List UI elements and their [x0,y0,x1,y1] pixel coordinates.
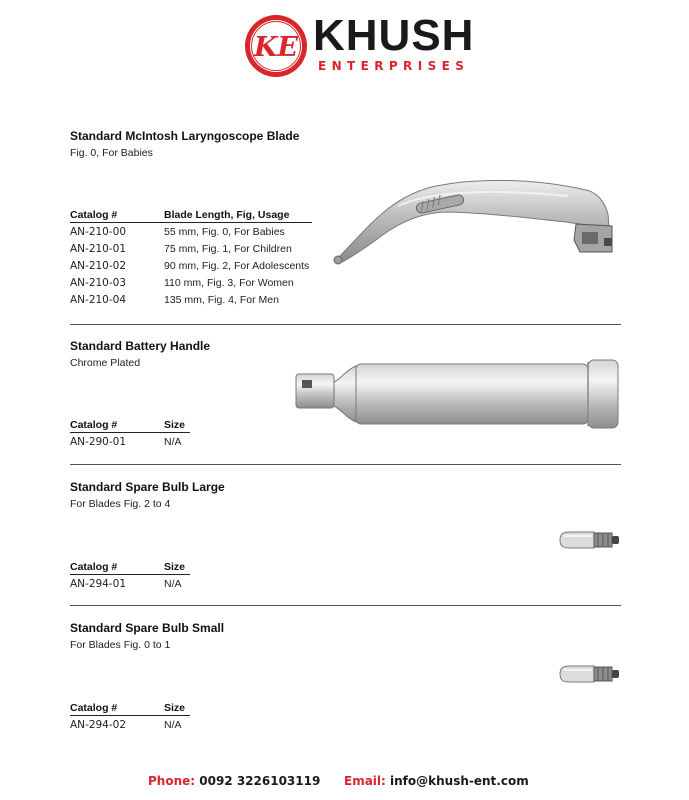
product-subtitle: Chrome Plated [70,357,141,369]
product-title: Standard McIntosh Laryngoscope Blade [70,129,300,143]
email-link[interactable]: info@khush-ent.com [390,774,529,788]
product-subtitle: Fig. 0, For Babies [70,147,153,159]
table-cell-spec: 90 mm, Fig. 2, For Adolescents [164,260,310,272]
column-header-catalog: Catalog # [70,419,118,431]
logo-monogram: KE [253,32,299,63]
table-header-divider [70,432,190,433]
column-header-catalog: Catalog # [70,561,118,573]
khush-logo-icon [243,13,309,79]
column-header-catalog: Catalog # [70,209,118,221]
product-title: Standard Battery Handle [70,339,211,353]
brand-tagline: ENTERPRISES [318,59,470,73]
table-cell-catalog: AN-210-03 [70,277,127,289]
footer-email [344,774,529,788]
laryngoscope-blade-image [328,168,624,278]
column-header-blade: Blade Length, Fig, Usage [164,209,290,221]
table-cell-size: N/A [164,436,182,448]
table-header-divider [70,574,190,575]
brand-name: KHUSH [313,11,475,60]
phone-label: Phone: [148,774,196,788]
table-cell-catalog: AN-210-02 [70,260,127,272]
table-cell-catalog: AN-210-01 [70,243,127,255]
column-header-size: Size [164,419,186,431]
table-cell-catalog: AN-294-01 [70,578,127,590]
spare-bulb-small-image [558,664,622,684]
column-header-catalog: Catalog # [70,702,118,714]
table-cell-size: N/A [164,719,182,731]
product-title: Standard Spare Bulb Small [70,621,225,635]
section-divider [70,605,621,606]
table-cell-catalog: AN-290-01 [70,436,127,448]
table-cell-catalog: AN-294-02 [70,719,127,731]
table-cell-spec: 55 mm, Fig. 0, For Babies [164,226,285,238]
section-divider [70,324,621,325]
table-cell-catalog: AN-210-00 [70,226,127,238]
column-header-size: Size [164,561,186,573]
spare-bulb-large-image [558,530,622,550]
table-cell-spec: 135 mm, Fig. 4, For Men [164,294,279,306]
phone-number[interactable]: 0092 3226103119 [199,774,321,788]
battery-handle-image [294,354,626,434]
email-label: Email: [344,774,386,788]
column-header-size: Size [164,702,186,714]
footer-phone [148,774,320,788]
product-subtitle: For Blades Fig. 2 to 4 [70,498,171,510]
product-subtitle: For Blades Fig. 0 to 1 [70,639,171,651]
table-header-divider [70,222,312,223]
table-cell-catalog: AN-210-04 [70,294,127,306]
table-cell-spec: 75 mm, Fig. 1, For Children [164,243,292,255]
section-divider [70,464,621,465]
table-cell-size: N/A [164,578,182,590]
product-title: Standard Spare Bulb Large [70,480,225,494]
table-cell-spec: 110 mm, Fig. 3, For Women [164,277,294,289]
table-header-divider [70,715,190,716]
